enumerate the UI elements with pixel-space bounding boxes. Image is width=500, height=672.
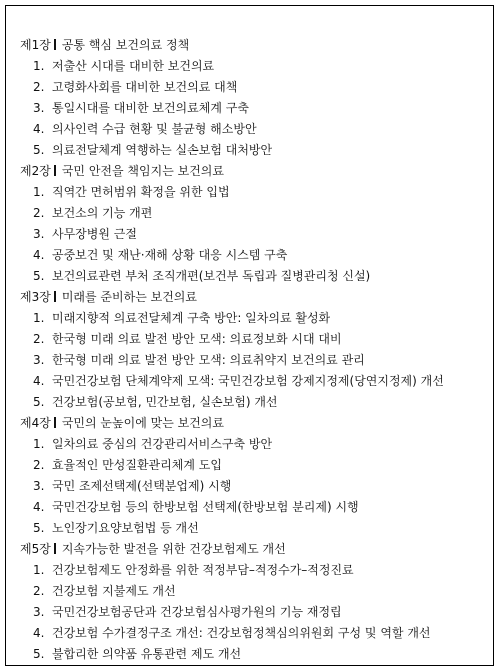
item-number: 5. bbox=[33, 395, 45, 409]
item-text: 국민건강보험공단과 건강보험심사평가원의 기능 재정립 bbox=[52, 605, 342, 619]
item-text: 보건소의 기능 개편 bbox=[52, 206, 153, 220]
toc-item bbox=[6, 329, 493, 350]
chapter-label: 제2장 bbox=[20, 164, 51, 178]
chapter-title: 국민의 눈높이에 맞는 보건의료 bbox=[61, 416, 224, 430]
item-number: 2. bbox=[33, 584, 45, 598]
item-text: 고령화사회를 대비한 보건의료 대책 bbox=[52, 80, 238, 94]
chapter-title: 국민 안전을 책임지는 보건의료 bbox=[61, 164, 224, 178]
toc-item bbox=[6, 560, 493, 581]
item-number: 5. bbox=[33, 521, 45, 535]
item-number: 3. bbox=[33, 227, 45, 241]
item-number: 5. bbox=[33, 143, 45, 157]
item-number: 1. bbox=[33, 563, 45, 577]
item-text: 불합리한 의약품 유통관련 제도 개선 bbox=[52, 647, 242, 661]
toc-item bbox=[6, 476, 493, 497]
chapter-label: 제4장 bbox=[20, 416, 51, 430]
item-text: 의사인력 수급 현황 및 불균형 해소방안 bbox=[52, 122, 257, 136]
chapter-title: 공통 핵심 보건의료 정책 bbox=[61, 38, 190, 52]
item-text: 건강보험(공보험, 민간보험, 실손보험) 개선 bbox=[52, 395, 278, 409]
chapter-label: 제3장 bbox=[20, 290, 51, 304]
toc-item bbox=[6, 497, 493, 518]
item-number: 1. bbox=[33, 437, 45, 451]
item-number: 4. bbox=[33, 122, 45, 136]
chapter-heading bbox=[6, 161, 493, 182]
toc-item bbox=[6, 308, 493, 329]
toc-item bbox=[6, 350, 493, 371]
toc-item bbox=[6, 245, 493, 266]
chapter-separator-bar bbox=[54, 165, 56, 176]
chapter-separator-bar bbox=[54, 291, 56, 302]
item-number: 3. bbox=[33, 353, 45, 367]
chapter-separator-bar bbox=[54, 543, 56, 554]
item-number: 4. bbox=[33, 248, 45, 262]
item-number: 3. bbox=[33, 101, 45, 115]
item-text: 건강보험제도 안정화를 위한 적정부담–적정수가–적정진료 bbox=[52, 563, 354, 577]
table-of-contents-box bbox=[5, 5, 494, 666]
item-number: 2. bbox=[33, 80, 45, 94]
item-text: 일차의료 중심의 건강관리서비스구축 방안 bbox=[52, 437, 273, 451]
item-text: 한국형 미래 의료 발전 방안 모색: 의료취약지 보건의료 관리 bbox=[52, 353, 365, 367]
item-text: 국민 조제선택제(선택분업제) 시행 bbox=[52, 479, 232, 493]
toc-item bbox=[6, 98, 493, 119]
toc-item bbox=[6, 455, 493, 476]
item-text: 국민건강보험 등의 한방보험 선택제(한방보험 분리제) 시행 bbox=[52, 500, 359, 514]
item-number: 4. bbox=[33, 500, 45, 514]
item-text: 직역간 면허범위 확정을 위한 입법 bbox=[52, 185, 230, 199]
item-number: 5. bbox=[33, 647, 45, 661]
item-text: 한국형 미래 의료 발전 방안 모색: 의료정보화 시대 대비 bbox=[52, 332, 342, 346]
item-text: 노인장기요양보험법 등 개선 bbox=[52, 521, 199, 535]
toc-item bbox=[6, 266, 493, 287]
item-number: 4. bbox=[33, 374, 45, 388]
item-number: 1. bbox=[33, 185, 45, 199]
item-number: 5. bbox=[33, 269, 45, 283]
toc-item bbox=[6, 182, 493, 203]
toc-list bbox=[6, 35, 493, 665]
toc-item bbox=[6, 224, 493, 245]
item-number: 2. bbox=[33, 458, 45, 472]
chapter-title: 지속가능한 발전을 위한 건강보험제도 개선 bbox=[61, 542, 286, 556]
toc-item bbox=[6, 140, 493, 161]
item-number: 2. bbox=[33, 332, 45, 346]
item-text: 의료전달체계 역행하는 실손보험 대처방안 bbox=[52, 143, 273, 157]
item-number: 2. bbox=[33, 206, 45, 220]
chapter-heading bbox=[6, 287, 493, 308]
toc-item bbox=[6, 644, 493, 665]
item-number: 1. bbox=[33, 311, 45, 325]
item-text: 통일시대를 대비한 보건의료체계 구축 bbox=[52, 101, 249, 115]
item-text: 국민건강보험 단체계약제 모색: 국민건강보험 강제지정제(당연지정제) 개선 bbox=[52, 374, 444, 388]
chapter-separator-bar bbox=[54, 39, 56, 50]
item-text: 건강보험 지불제도 개선 bbox=[52, 584, 176, 598]
toc-item bbox=[6, 623, 493, 644]
toc-item bbox=[6, 77, 493, 98]
chapter-heading bbox=[6, 35, 493, 56]
toc-item bbox=[6, 119, 493, 140]
item-number: 3. bbox=[33, 479, 45, 493]
item-text: 건강보험 수가결정구조 개선: 건강보험정책심의위원회 구성 및 역할 개선 bbox=[52, 626, 431, 640]
chapter-label: 제5장 bbox=[20, 542, 51, 556]
item-text: 공중보건 및 재난·재해 상황 대응 시스템 구축 bbox=[52, 248, 288, 262]
chapter-heading bbox=[6, 413, 493, 434]
toc-item bbox=[6, 434, 493, 455]
chapter-label: 제1장 bbox=[20, 38, 51, 52]
toc-item bbox=[6, 371, 493, 392]
toc-item bbox=[6, 392, 493, 413]
item-text: 효율적인 만성질환관리체계 도입 bbox=[52, 458, 222, 472]
item-number: 1. bbox=[33, 59, 45, 73]
toc-item bbox=[6, 602, 493, 623]
item-text: 미래지향적 의료전달체계 구축 방안: 일차의료 활성화 bbox=[52, 311, 331, 325]
chapter-title: 미래를 준비하는 보건의료 bbox=[61, 290, 197, 304]
toc-item bbox=[6, 581, 493, 602]
item-text: 저출산 시대를 대비한 보건의료 bbox=[52, 59, 215, 73]
item-text: 보건의료관련 부처 조직개편(보건부 독립과 질병관리청 신설) bbox=[52, 269, 371, 283]
item-text: 사무장병원 근절 bbox=[52, 227, 137, 241]
item-number: 4. bbox=[33, 626, 45, 640]
toc-item bbox=[6, 203, 493, 224]
item-number: 3. bbox=[33, 605, 45, 619]
toc-item bbox=[6, 56, 493, 77]
chapter-heading bbox=[6, 539, 493, 560]
chapter-separator-bar bbox=[54, 417, 56, 428]
toc-item bbox=[6, 518, 493, 539]
